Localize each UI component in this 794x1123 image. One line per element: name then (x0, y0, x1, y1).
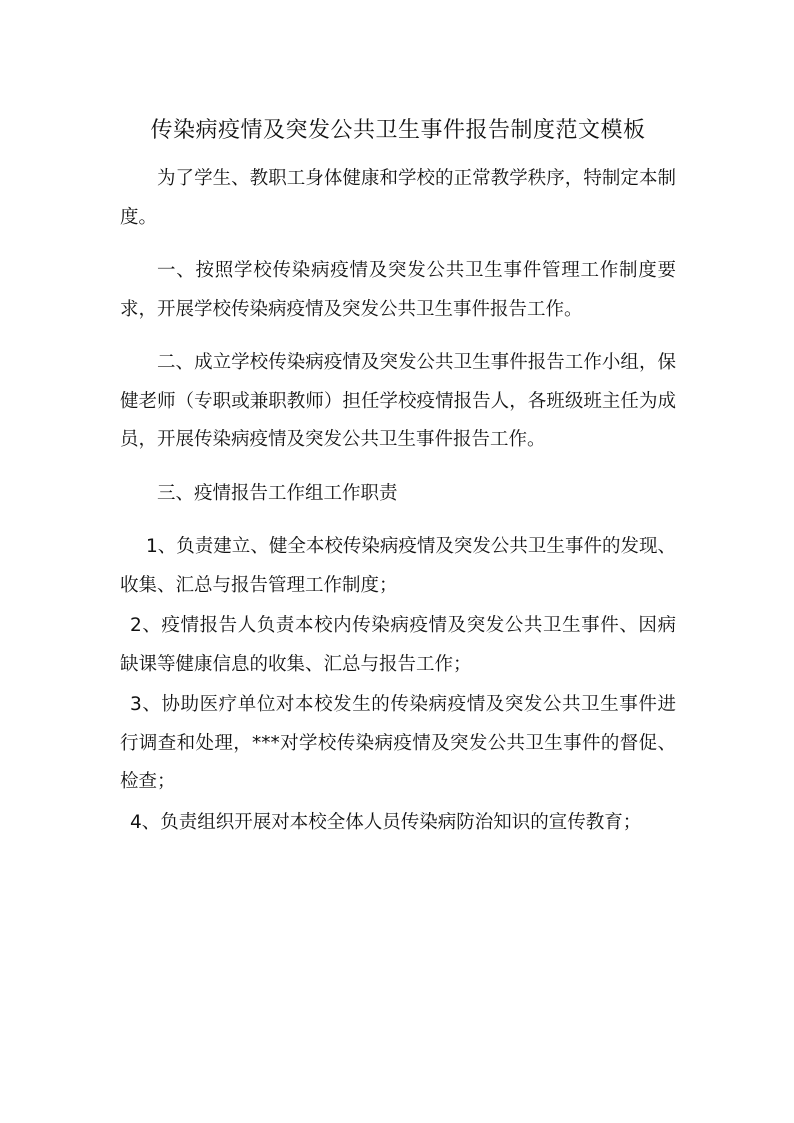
duty-item-3: 3、协助医疗单位对本校发生的传染病疫情及突发公共卫生事件进行调查和处理，***对学校传染病疫情及突发公共卫生事件的督促、检查； (120, 694, 676, 792)
document-title: 传染病疫情及突发公共卫生事件报告制度范文模板 (150, 118, 646, 143)
duty-item-2: 2、疫情报告人负责本校内传染病疫情及突发公共卫生事件、因病缺课等健康信息的收集、汇总与报告工作； (120, 615, 676, 675)
document-page (120, 108, 676, 844)
duty-item-1: 1、负责建立、健全本校传染病疫情及突发公共卫生事件的发现、收集、汇总与报告管理工作制度； (120, 536, 676, 596)
intro-paragraph: 为了学生、教职工身体健康和学校的正常教学秩序，特制定本制度。 (120, 168, 676, 228)
section-two-paragraph: 二、成立学校传染病疫情及突发公共卫生事件报告工作小组，保健老师（专职或兼职教师）担任学校疫情报告人，各班级班主任为成员，开展传染病疫情及突发公共卫生事件报告工作。 (120, 352, 676, 450)
section-one-paragraph: 一、按照学校传染病疫情及突发公共卫生事件管理工作制度要求，开展学校传染病疫情及突发公共卫生事件报告工作。 (120, 260, 676, 320)
duty-item-4: 4、负责组织开展对本校全体人员传染病防治知识的宣传教育； (130, 811, 642, 833)
section-three-heading: 三、疫情报告工作组工作职责 (157, 482, 398, 504)
